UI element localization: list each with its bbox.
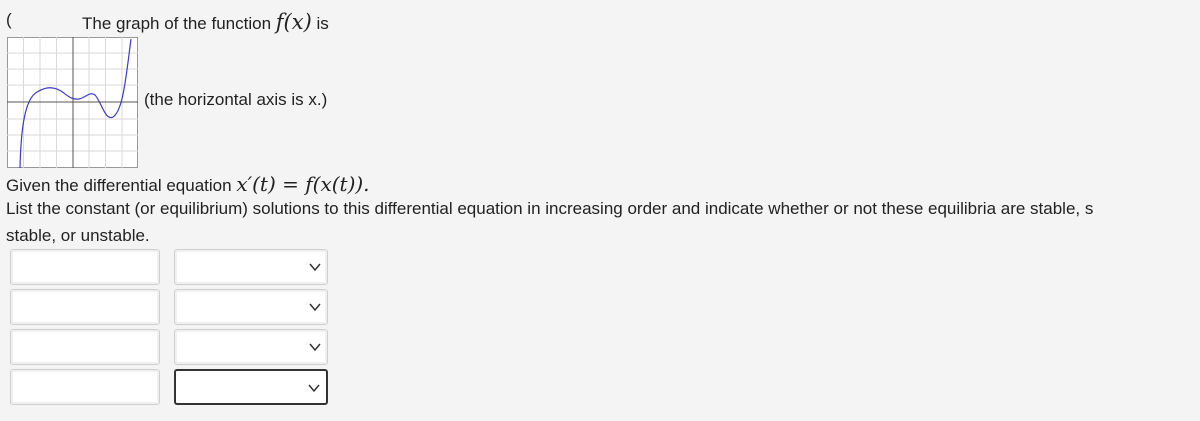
title-text-after: is [316, 14, 329, 33]
function-notation: f(x) [275, 10, 312, 34]
open-paren: ( [6, 10, 12, 29]
function-graph [7, 37, 138, 168]
instruction-line-2: stable, or unstable. [6, 226, 150, 245]
title-text-before: The graph of the function [82, 14, 272, 33]
given-prefix: Given the differential equation [6, 176, 232, 195]
equilibrium-input-1[interactable] [10, 249, 160, 285]
instruction-line-1: List the constant (or equilibrium) solutions to this differential equation in increasing order and indicate whether or not these equilibria are stable, s [6, 199, 1094, 218]
differential-equation: x′(t) = f(x(t)). [236, 172, 370, 196]
stability-select-2[interactable] [174, 289, 328, 325]
chevron-down-icon [308, 383, 320, 393]
given-equation-line [6, 172, 370, 196]
axis-note: (the horizontal axis is x.) [144, 90, 328, 109]
equilibrium-input-2[interactable] [10, 289, 160, 325]
chevron-down-icon [309, 262, 321, 272]
chevron-down-icon [309, 342, 321, 352]
equilibrium-input-3[interactable] [10, 329, 160, 365]
equilibrium-input-4[interactable] [10, 369, 160, 405]
stability-select-4[interactable] [174, 369, 328, 405]
question-title [82, 10, 329, 34]
chevron-down-icon [309, 302, 321, 312]
stability-select-1[interactable] [174, 249, 328, 285]
stability-select-3[interactable] [174, 329, 328, 365]
